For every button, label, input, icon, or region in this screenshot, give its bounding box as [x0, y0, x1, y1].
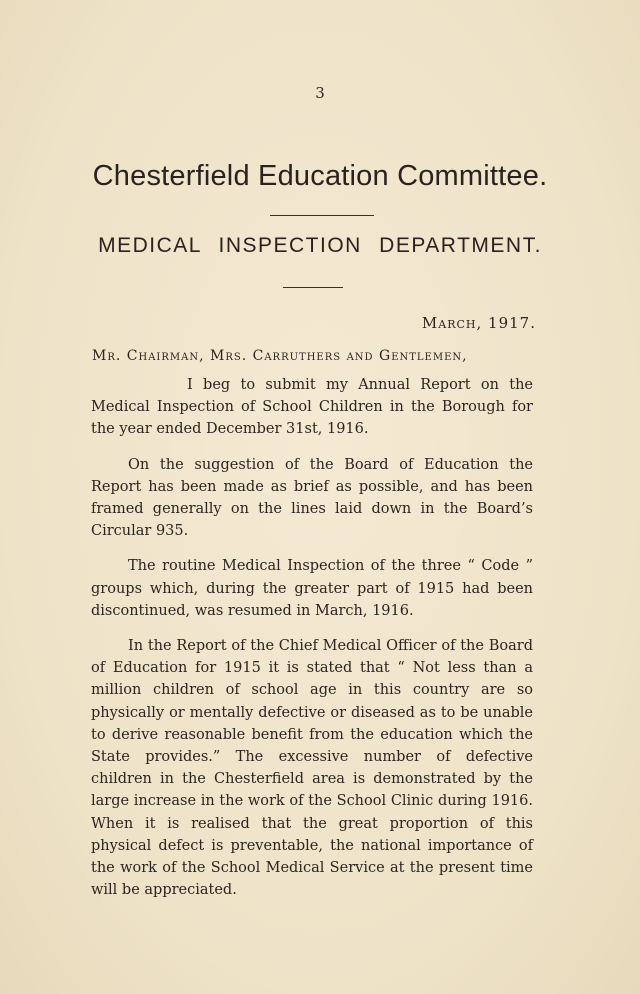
paragraph-chief-officer-report: In the Report of the Chief Medical Officer of the Board of Education for 1915 it is stated that “ Not less than a million children of school age in this country are so physically or mentally defective or diseased as to be unable to derive reasonable benefit from the education which the State provides.” The excessive number of defective children in the Chesterfield area is demonstrated by the large increase in the work of the School Clinic during 1916. When it is realised that the great proportion of this physical defect is preventable, the national importance of the work of the School Medical Service at the present time will be appreciated. — [91, 638, 533, 899]
report-date: March, 1917. — [421, 314, 536, 332]
paragraph-board-suggestion: On the suggestion of the Board of Education the Report has been made as brief as possible, and has been framed generally on the lines laid down in the Board’s Circular 935. — [91, 456, 533, 540]
paragraph-routine-inspection: The routine Medical Inspection of the three “ Code ” groups which, during the greater part of 1915 had been discontinued, was resumed in March, 1916. — [91, 558, 533, 619]
title-divider — [270, 215, 374, 216]
paragraph-intro: I beg to submit my Annual Report on the Medical Inspection of School Children in the Borough for the year ended December 31st, 1916. — [91, 377, 533, 438]
page-number: 3 — [315, 84, 325, 102]
document-title: Chesterfield Education Committee. — [92, 160, 548, 192]
report-body — [91, 374, 533, 914]
heading-divider — [283, 287, 343, 288]
salutation: Mr. Chairman, Mrs. Carruthers and Gentlemen, — [92, 348, 468, 364]
department-heading: MEDICAL INSPECTION DEPARTMENT. — [98, 234, 542, 257]
